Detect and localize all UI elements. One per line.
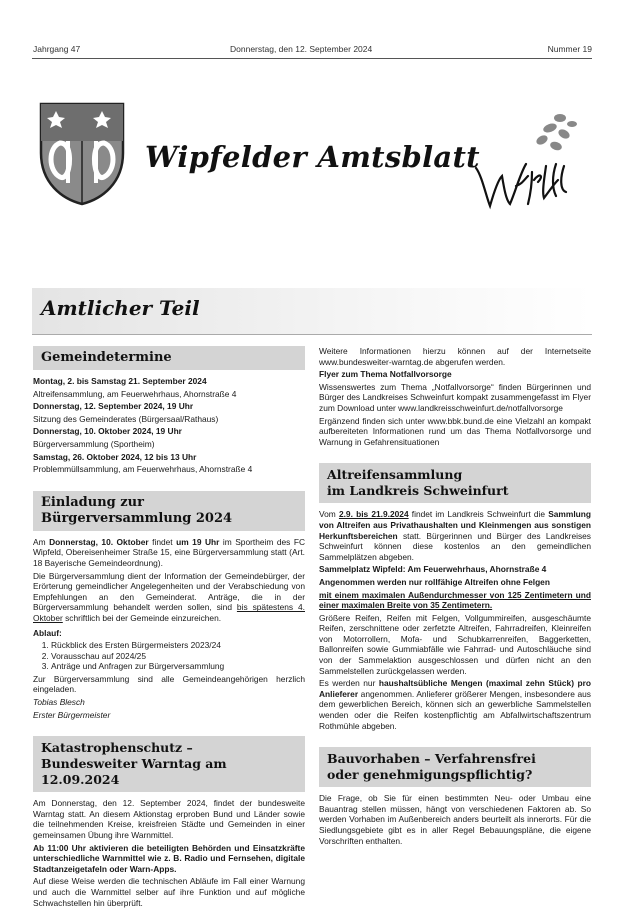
- issue-date: Donnerstag, den 12. September 2024: [230, 44, 373, 54]
- altreifen-heading: Altreifensammlung im Landkreis Schweinfurt: [319, 463, 591, 503]
- masthead-title: Wipfelder Amtsblatt: [145, 140, 480, 174]
- flyer-paragraph: Wissenswertes zum Thema „Notfallvorsorge“ finden Bürgerinnen und Bürger des Landkreises Schweinfurt kompakt zusammengefasst im Flyer zum Download unter www.landkreisschweinfurt.de/notfallvorsorge: [319, 381, 591, 413]
- altreifen-paragraph-1: Vom 2.9. bis 21.9.2024 findet im Landkreis Schweinfurt die Sammlung von Altreifen aus Privathaushalten und Kleinmengen aus sonstigen Herkunftsbereichen statt. Bürgerinnen und Bürger des Landkreises Schweinfurt können diese kostenlos an den gemeindlichen Sammelplätzen abgeben.: [319, 509, 591, 562]
- altreifen-paragraph-3: Es werden nur haushaltsübliche Mengen (maximal zehn Stück) pro Anlieferer angenommen. Anlieferer größerer Mengen, insbesondere aus dem gewerblichen Bereich, können sich an gewerbliche Sammelstellen wenden oder die Reifen kostenpflichtig am Abfallwirtschaftszentrum Rothmühle abgeben.: [319, 678, 591, 731]
- warntag-paragraph-3: Auf diese Weise werden die technischen Abläufe im Fall einer Warnung und auch die Warnmittel selber auf ihre Funktion und auf mögliche Schwachstellen hin überprüft.: [33, 876, 305, 908]
- list-item: 1. Rückblick des Ersten Bürgermeisters 2023/24: [51, 640, 305, 651]
- signer-title: Erster Bürgermeister: [33, 709, 111, 720]
- volume-label: Jahrgang 47: [33, 44, 81, 54]
- gemeindetermine-heading: Gemeindetermine: [33, 346, 305, 370]
- einladung-paragraph-1: Am Donnerstag, 10. Oktober findet um 19 Uhr im Sportheim des FC Wipfeld, Obereisenheimer Straße 15, eine Bürgerversammlung statt (Art. 18 Bayerische Gemeindeordnung).: [33, 536, 306, 568]
- event-desc: Problemmüllsammlung, am Feuerwehrhaus, Ahornstraße 4: [33, 464, 253, 475]
- event-desc: Altreifensammlung, am Feuerwehrhaus, Ahornstraße 4: [33, 388, 237, 399]
- einladung-paragraph-2: Die Bürgerversammlung dient der Information der Gemeindebürger, der Erörterung gemeindlicher Angelegenheiten und der Verabschiedung von Empfehlungen an den Gemeinderat. Anträge, die in der Bürgerversammlung behandelt werden sollen, sind bis spätestens 4. Oktober schriftlich bei der Gemeinde einzureichen.: [33, 570, 305, 623]
- flyer-label: Flyer zum Thema Notfallvorsorge: [319, 369, 452, 380]
- issue-number: Nummer 19: [547, 44, 592, 54]
- section-band-rule: [32, 334, 592, 335]
- einladung-closing: Zur Bürgerversammlung sind alle Gemeindeangehörigen herzlich eingeladen.: [33, 673, 305, 695]
- bbk-paragraph: Ergänzend finden sich unter www.bbk.bund.de eine Vielzahl an kompakt aufbereiteten Informationen rund um das Thema Notfallvorsorge und Warnung in Gefahrensituationen: [319, 415, 591, 447]
- ablauf-label: Ablauf:: [33, 627, 62, 638]
- event-item: [33, 452, 305, 475]
- signer-name: Tobias Blesch: [33, 697, 85, 708]
- section-band-title: Amtlicher Teil: [41, 296, 200, 320]
- warntag-paragraph-2: Ab 11:00 Uhr aktivieren die beteiligten Behörden und Einsatzkräfte unterschiedliche Warnmittel wie z. B. Radio und Fernsehen, digitale Stadtanzeigetafeln oder Warn-Apps.: [33, 842, 305, 874]
- warntag-paragraph-1: Am Donnerstag, den 12. September 2024, findet der bundesweite Warntag statt. An diesem Aktionstag erproben Bund und Länder sowie die teilnehmenden Kreise, kreisfreien Städte und Gemeinden in einer gemeinsamen Übung ihre Warnmittel.: [33, 798, 305, 841]
- katastrophenschutz-heading: Katastrophenschutz – Bundesweiter Warntag am 12.09.2024: [33, 736, 305, 792]
- event-item: [33, 426, 305, 449]
- wipfeld-logo-icon: [468, 106, 588, 216]
- bauvorhaben-paragraph: Die Frage, ob Sie für einen bestimmten Neu- oder Umbau eine Bauantrag stellen müssen, hängt von verschiedenen Faktoren ab. So werden Vorhaben im Außenbereich anders beurteilt als innerorts. Für die Siedlungsgebiete gibt es in aller Regel Bebauungspläne, die eigene Vorschriften enthalten.: [319, 793, 591, 846]
- list-item: 3. Anträge und Anfragen zur Bürgerversammlung: [51, 661, 305, 672]
- event-desc: Bürgerversammlung (Sportheim): [33, 438, 155, 449]
- altreifen-paragraph-2: Größere Reifen, Reifen mit Felgen, Vollgummireifen, ausgeschäumte Reifen, zerschnittene oder zerfetzte Altreifen, Fahrradreifen, Kleinreifen von Motorrollern, Mofa- und Schubkarrenreifen, Baggerketten, Ballonreifen sowie Gummiabfälle wie Fahrrad- und Autoschläuche sind von der Sammelaktion ausgeschlossen und dürfen nicht an den Sammelstellen zurückgelassen werden.: [319, 612, 591, 676]
- event-date: Montag, 2. bis Samstag 21. September 2024: [33, 376, 207, 386]
- angenommen-label: Angenommen werden nur rollfähige Altreifen ohne Felgen: [319, 576, 550, 587]
- event-date: Donnerstag, 12. September 2024, 19 Uhr: [33, 401, 194, 412]
- coat-of-arms-icon: [38, 101, 126, 206]
- durchmesser-note: mit einem maximalen Außendurchmesser von 125 Zentimetern und einer maximalen Breite von 35 Zentimetern.: [319, 589, 591, 611]
- right-column: [319, 346, 591, 848]
- weitere-paragraph: Weitere Informationen hierzu können auf der Internetseite www.bundesweiter-warntag.de abgerufen werden.: [319, 346, 591, 367]
- sammelplatz-label: Sammelplatz Wipfeld: Am Feuerwehrhaus, Ahornstraße 4: [319, 564, 547, 575]
- event-item: [33, 376, 305, 399]
- einladung-heading: Einladung zur Bürgerversammlung 2024: [33, 491, 305, 531]
- event-item: [33, 401, 305, 424]
- header-rule: [32, 58, 592, 59]
- list-item: 2. Vorausschau auf 2024/25: [51, 651, 305, 662]
- left-column: [33, 346, 305, 910]
- event-date: Samstag, 26. Oktober 2024, 12 bis 13 Uhr: [33, 451, 197, 462]
- bauvorhaben-heading: Bauvorhaben – Verfahrensfrei oder genehmigungspflichtig?: [319, 747, 591, 787]
- ablauf-list: [33, 640, 305, 672]
- event-date: Donnerstag, 10. Oktober 2024, 19 Uhr: [33, 426, 182, 437]
- event-desc: Sitzung des Gemeinderates (Bürgersaal/Rathaus): [33, 413, 219, 424]
